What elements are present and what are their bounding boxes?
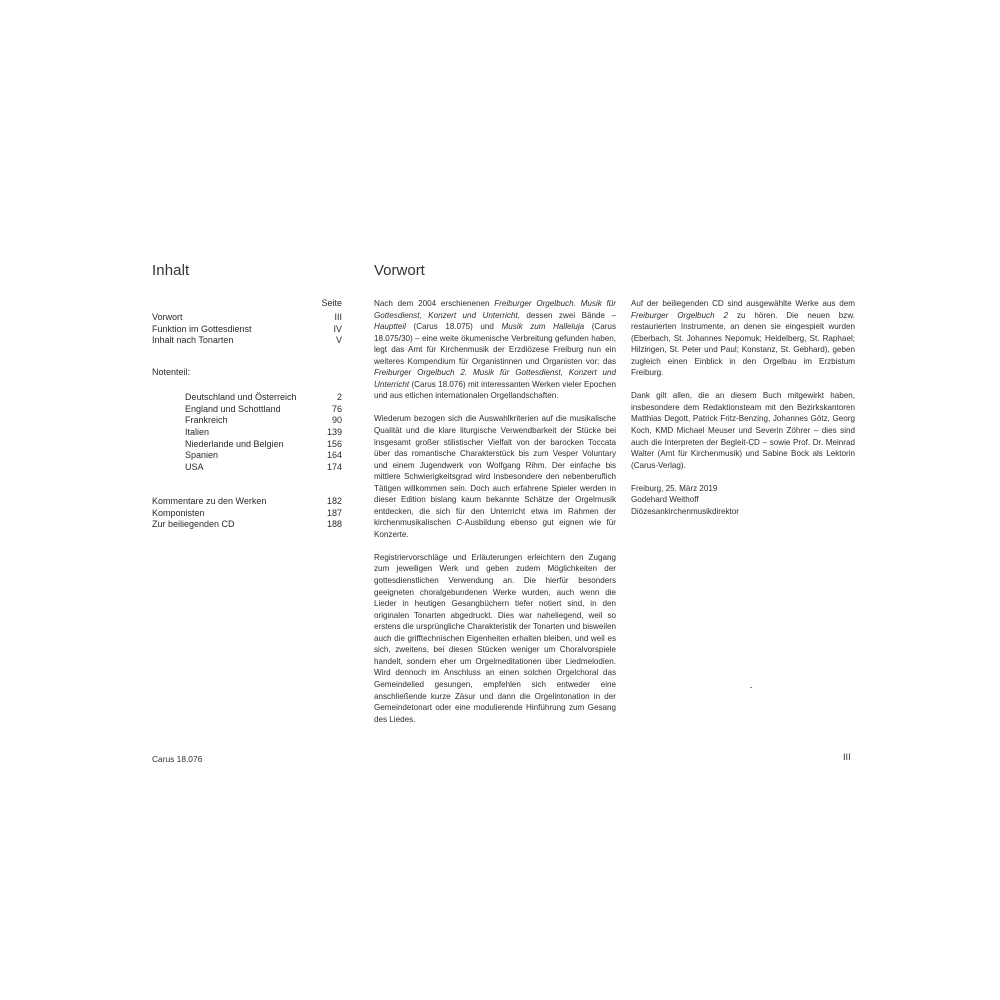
toc-entry-label: Inhalt nach Tonarten [152,335,234,346]
text-run: Auf der beiliegenden CD sind ausgewählte Werke aus dem [631,299,855,308]
toc-group-notenteil [152,392,342,474]
toc-entry-label: Deutschland und Österreich [185,392,297,402]
toc-entry-label: Kommentare zu den Werken [152,496,267,506]
toc-entry-label: Italien [185,427,210,438]
toc-group-back-matter [152,496,342,531]
text-run: zu hören. Die neuen bzw. restaurierten Instrumente, an denen sie eingespielt wurden (Eberbach, St. Johannes Nepomuk; Heidelberg, St. Raphael; Hilzingen, St. Peter und Paul; Konstanz, St. Gebhard), geben zugleich einen Einblick in den Orgelbau im Erzbistum Freiburg. [631,310,855,378]
toc-entry-page: 76 [331,403,342,414]
toc-entry-page: 139 [326,427,342,438]
toc-entry-page: 187 [326,507,342,518]
toc-entry-page: 164 [326,450,342,461]
toc-entry [152,415,342,427]
toc-entry [152,324,342,336]
toc-entry-page: III [334,312,342,322]
toc-entry-label: Spanien [185,450,219,461]
foreword-column-left [374,298,616,737]
toc-entry-page: 156 [326,438,342,449]
foreword-paragraph: Registriervorschläge und Erläuterungen erleichtern den Zugang zum jeweiligen Werk und geben zudem Möglichkeiten der gottesdienstlichen Verwendung an. Die hierfür besonders geeigneten choralgebundenen Werke wurden, auch wenn die Lieder in heutigen Gesangbüchern tiefer notiert sind, in den originalen Tonarten abgedruckt. Dies war naheliegend, weil so erstens die ursprüngliche Charakteristik der Tonarten und bisweilen auch die grifftechnischen Eigenheiten erhalten bleiben, und weil es sich, zweitens, bei diesen Stücken weniger um Choralvorspiele handelt, sondern eher um Orgelmeditationen über Liedmelodien. Wird dennoch im Anschluss an einen solchen Orgelchoral das Gemeindelied gesungen, empfehlen sich entweder eine anschließende kurze Zäsur und dann die Orgelintonation in der Gemeindetonart oder eine modulierende Hinführung zum Gesang des Liedes. [374,552,616,724]
foreword [374,262,855,724]
toc-entry [152,450,342,462]
foreword-paragraph: Wiederum bezogen sich die Auswahlkriterien auf die musikalische Qualität und die klare liturgische Verwendbarkeit der Stücke bei insgesamt großer stilistischer Vielfalt von der barocken Toccata über das romantische Charakterstück bis zum Vesper Voluntary und einem Jugendwerk von Wolfgang Rihm. Der einfache bis mittlere Schwierigkeitsgrad wird insbesondere den nebenberuflich Tätigen willkommen sein. Doch auch erfahrene Spieler werden in dieser Edition bislang kaum bekannte Schätze der Orgelmusik entdecken, die sich für den Unterricht etwa im Rahmen der kirchenmusikalischen C-Ausbildung ebenso gut eignen wie für Konzerte. [374,414,616,539]
table-of-contents [152,262,342,530]
work-title: Freiburger Orgelbuch 2. Musik für Gottesdienst, Konzert und Unterricht [374,368,616,389]
toc-entry-page: 2 [336,392,342,402]
foreword-paragraph [631,298,855,379]
toc-entry-page: IV [333,323,342,334]
toc-entry-page: 90 [331,415,342,426]
toc-entry [152,312,342,324]
signature-name: Godehard Weithoff [631,495,699,505]
toc-entry-label: Niederlande und Belgien [185,438,284,449]
toc-entry [152,462,342,474]
footer-page-number: III [843,752,851,762]
toc-entry [152,335,342,347]
foreword-signature [631,483,855,518]
toc-entry-label: Komponisten [152,507,205,518]
toc-entry-page: 174 [326,462,342,473]
text-run: Nach dem 2004 erschienenen [374,299,495,308]
print-speck [750,687,752,688]
foreword-paragraph [374,298,616,402]
toc-entry-label: Zur beiliegenden CD [152,519,235,530]
toc-entry-label: Frankreich [185,415,228,426]
toc-entry-label: USA [185,462,204,473]
signature-date: Freiburg, 25. März 2019 [631,483,718,493]
toc-heading: Inhalt [152,262,190,279]
toc-group-front-matter [152,312,342,347]
text-run: , dessen zwei Bände – [517,310,616,320]
toc-entry [152,519,342,531]
toc-entry-label: England und Schottland [185,403,281,414]
notenteil-label: Notenteil: [152,367,191,377]
toc-entry [152,508,342,520]
footer-catalog-number: Carus 18.076 [152,754,203,764]
toc-page-column-header: Seite [321,298,342,308]
text-run: (Carus 18.076) mit interessanten Werken vieler Epochen und aus etlichen internationalen Orgellandschaften. [374,379,616,401]
text-run: (Carus 18.075/30) – eine weite ökumenische Verbreitung gefunden haben, legt das Amt für Kirchenmusik der Erzdiözese Freiburg nun ein weiteres Kompendium für Organistinnen und Organisten vor: das [374,322,616,366]
toc-entry [152,439,342,451]
work-title: Hauptteil [374,322,406,332]
foreword-paragraph: Dank gilt allen, die an diesem Buch mitgewirkt haben, insbesondere dem Redaktionsteam mit den Bezirkskantoren Matthias Degott, Patrick Fritz-Benzing, Johannes Götz, Georg Koch, KMD Michael Meuser und Severin Zöhrer – dies sind auch die Interpreten der Begleit-CD – sowie Prof. Dr. Meinrad Walter (Amt für Kirchenmusik) und Sabine Bock als Lektorin (Carus-Verlag). [631,391,855,470]
work-title: Musik zum Halleluja [501,322,585,332]
toc-entry-page: V [335,335,342,346]
signature-title: Diözesankirchenmusikdirektor [631,506,739,516]
work-title: Freiburger Orgelbuch 2 [631,310,729,320]
toc-entry [152,496,342,508]
work-title: Freiburger Orgelbuch. Musik für Gottesdienst, Konzert und Unterricht [374,299,616,320]
toc-entry [152,404,342,416]
toc-entry-page: 182 [326,496,342,506]
text-run: (Carus 18.075) und [405,322,502,332]
foreword-column-right [631,298,855,529]
toc-entry-label: Funktion im Gottesdienst [152,323,252,334]
foreword-heading: Vorwort [374,262,425,279]
toc-entry [152,427,342,439]
toc-entry-page: 188 [326,519,342,530]
toc-entry-label: Vorwort [152,312,183,322]
toc-entry [152,392,342,404]
